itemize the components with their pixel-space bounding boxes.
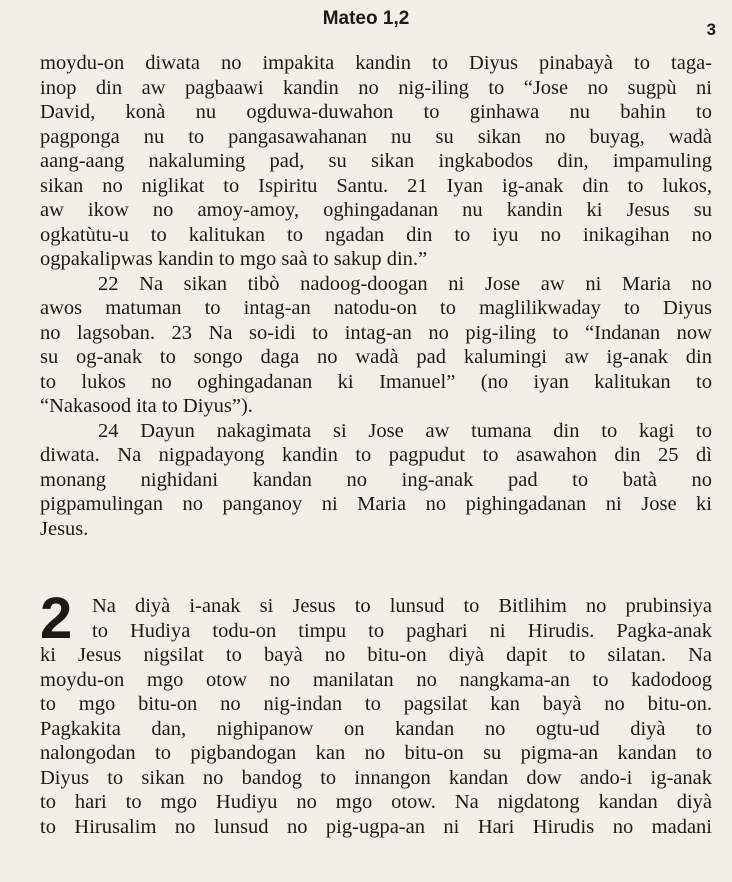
text-line: to Hirusalim no lunsud no pig-ugpa-an ni Hari Hirudis no madani xyxy=(40,815,712,838)
text-line: aw ikow no amoy-amoy, oghingadanan nu kandin ki Jesus su xyxy=(40,199,712,221)
text-line: 22 Na sikan tibò nadoog-doogan ni Jose aw ni Maria no xyxy=(98,272,712,295)
text-line: “Nakasood ita to Diyus”). xyxy=(40,395,253,417)
text-line: pigpamulingan no panganoy ni Maria no pighingadanan ni Jose ki xyxy=(40,493,712,515)
text-line: to Hudiya todu-on timpu to paghari ni Hirudis. Pagka-anak xyxy=(92,619,712,642)
text-line: su og-anak to songo daga no wadà pad kalumingi aw ig-anak din xyxy=(40,346,712,368)
text-line: moydu-on mgo otow no manilatan no nangkama-an to kadodoog xyxy=(40,668,712,691)
text-line: inop din aw pagbaawi kandin no nig-iling to “Jose no sugpù ni xyxy=(40,76,712,99)
text-line: diwata. Na nigpadayong kandin to pagpudut to asawahon din 25 dì xyxy=(40,444,712,466)
text-line: no lagsoban. 23 Na so-idi to intag-an no pig-iling to “Indanan now xyxy=(40,321,712,344)
page-number: 3 xyxy=(706,20,716,39)
text-line: 24 Dayun nakagimata si Jose aw tumana din to kagi to xyxy=(98,419,712,442)
page-header xyxy=(0,8,732,39)
text-line: Diyus to sikan no bandog to innangon kandan dow ando-i ig-anak xyxy=(40,766,712,789)
paragraph-1 xyxy=(40,51,712,272)
text-line: awos matuman to intag-an natodu-on to maglilikwaday to Diyus xyxy=(40,297,712,319)
page-body xyxy=(40,51,712,839)
paragraph-2 xyxy=(40,272,712,419)
chapter-2 xyxy=(40,586,712,839)
text-line: to mgo bitu-on no nig-indan to pagsilat kan bayà no bitu-on. xyxy=(40,693,712,715)
text-line: Na diyà i-anak si Jesus to lunsud to Bitlihim no prubinsiya xyxy=(92,595,712,617)
text-line: to hari to mgo Hudiyu no mgo otow. Na nigdatong kandan diyà xyxy=(40,791,712,813)
paragraph-3 xyxy=(40,419,712,542)
text-line: sikan no niglikat to Ispiritu Santu. 21 Iyan ig-anak din to lukos, xyxy=(40,174,712,197)
text-line: pagponga nu to pangasawahanan nu su sikan no buyag, wadà xyxy=(40,125,712,148)
text-line: Jesus. xyxy=(40,517,89,540)
text-line: moydu-on diwata no impakita kandin to Diyus pinabayà to taga- xyxy=(40,52,712,74)
text-line: ogpakalipwas kandin to mgo saà to sakup din.” xyxy=(40,248,428,270)
chapter-number: 2 xyxy=(40,586,73,651)
text-line: David, konà nu ogduwa-duwahon to ginhawa nu bahin to xyxy=(40,101,712,123)
text-line: monang nighidani kandan no ing-anak pad to batà no xyxy=(40,468,712,491)
text-line: to lukos no oghingadanan ki Imanuel” (no iyan kalitukan to xyxy=(40,370,712,393)
text-line: ogkatùtu-u to kalitukan to ngadan din to iyu no inikagihan no xyxy=(40,223,712,246)
text-line: aang-aang nakaluming pad, su sikan ingkabodos din, impamuling xyxy=(40,150,712,172)
text-line: Pagkakita dan, nighipanow on kandan no ogtu-ud diyà to xyxy=(40,717,712,740)
text-line: ki Jesus nigsilat to bayà no bitu-on diyà dapit to silatan. Na xyxy=(40,644,712,666)
text-line: nalongodan to pigbandogan kan no bitu-on su pigma-an kandan to xyxy=(40,742,712,764)
running-head: Mateo 1,2 xyxy=(322,8,410,29)
